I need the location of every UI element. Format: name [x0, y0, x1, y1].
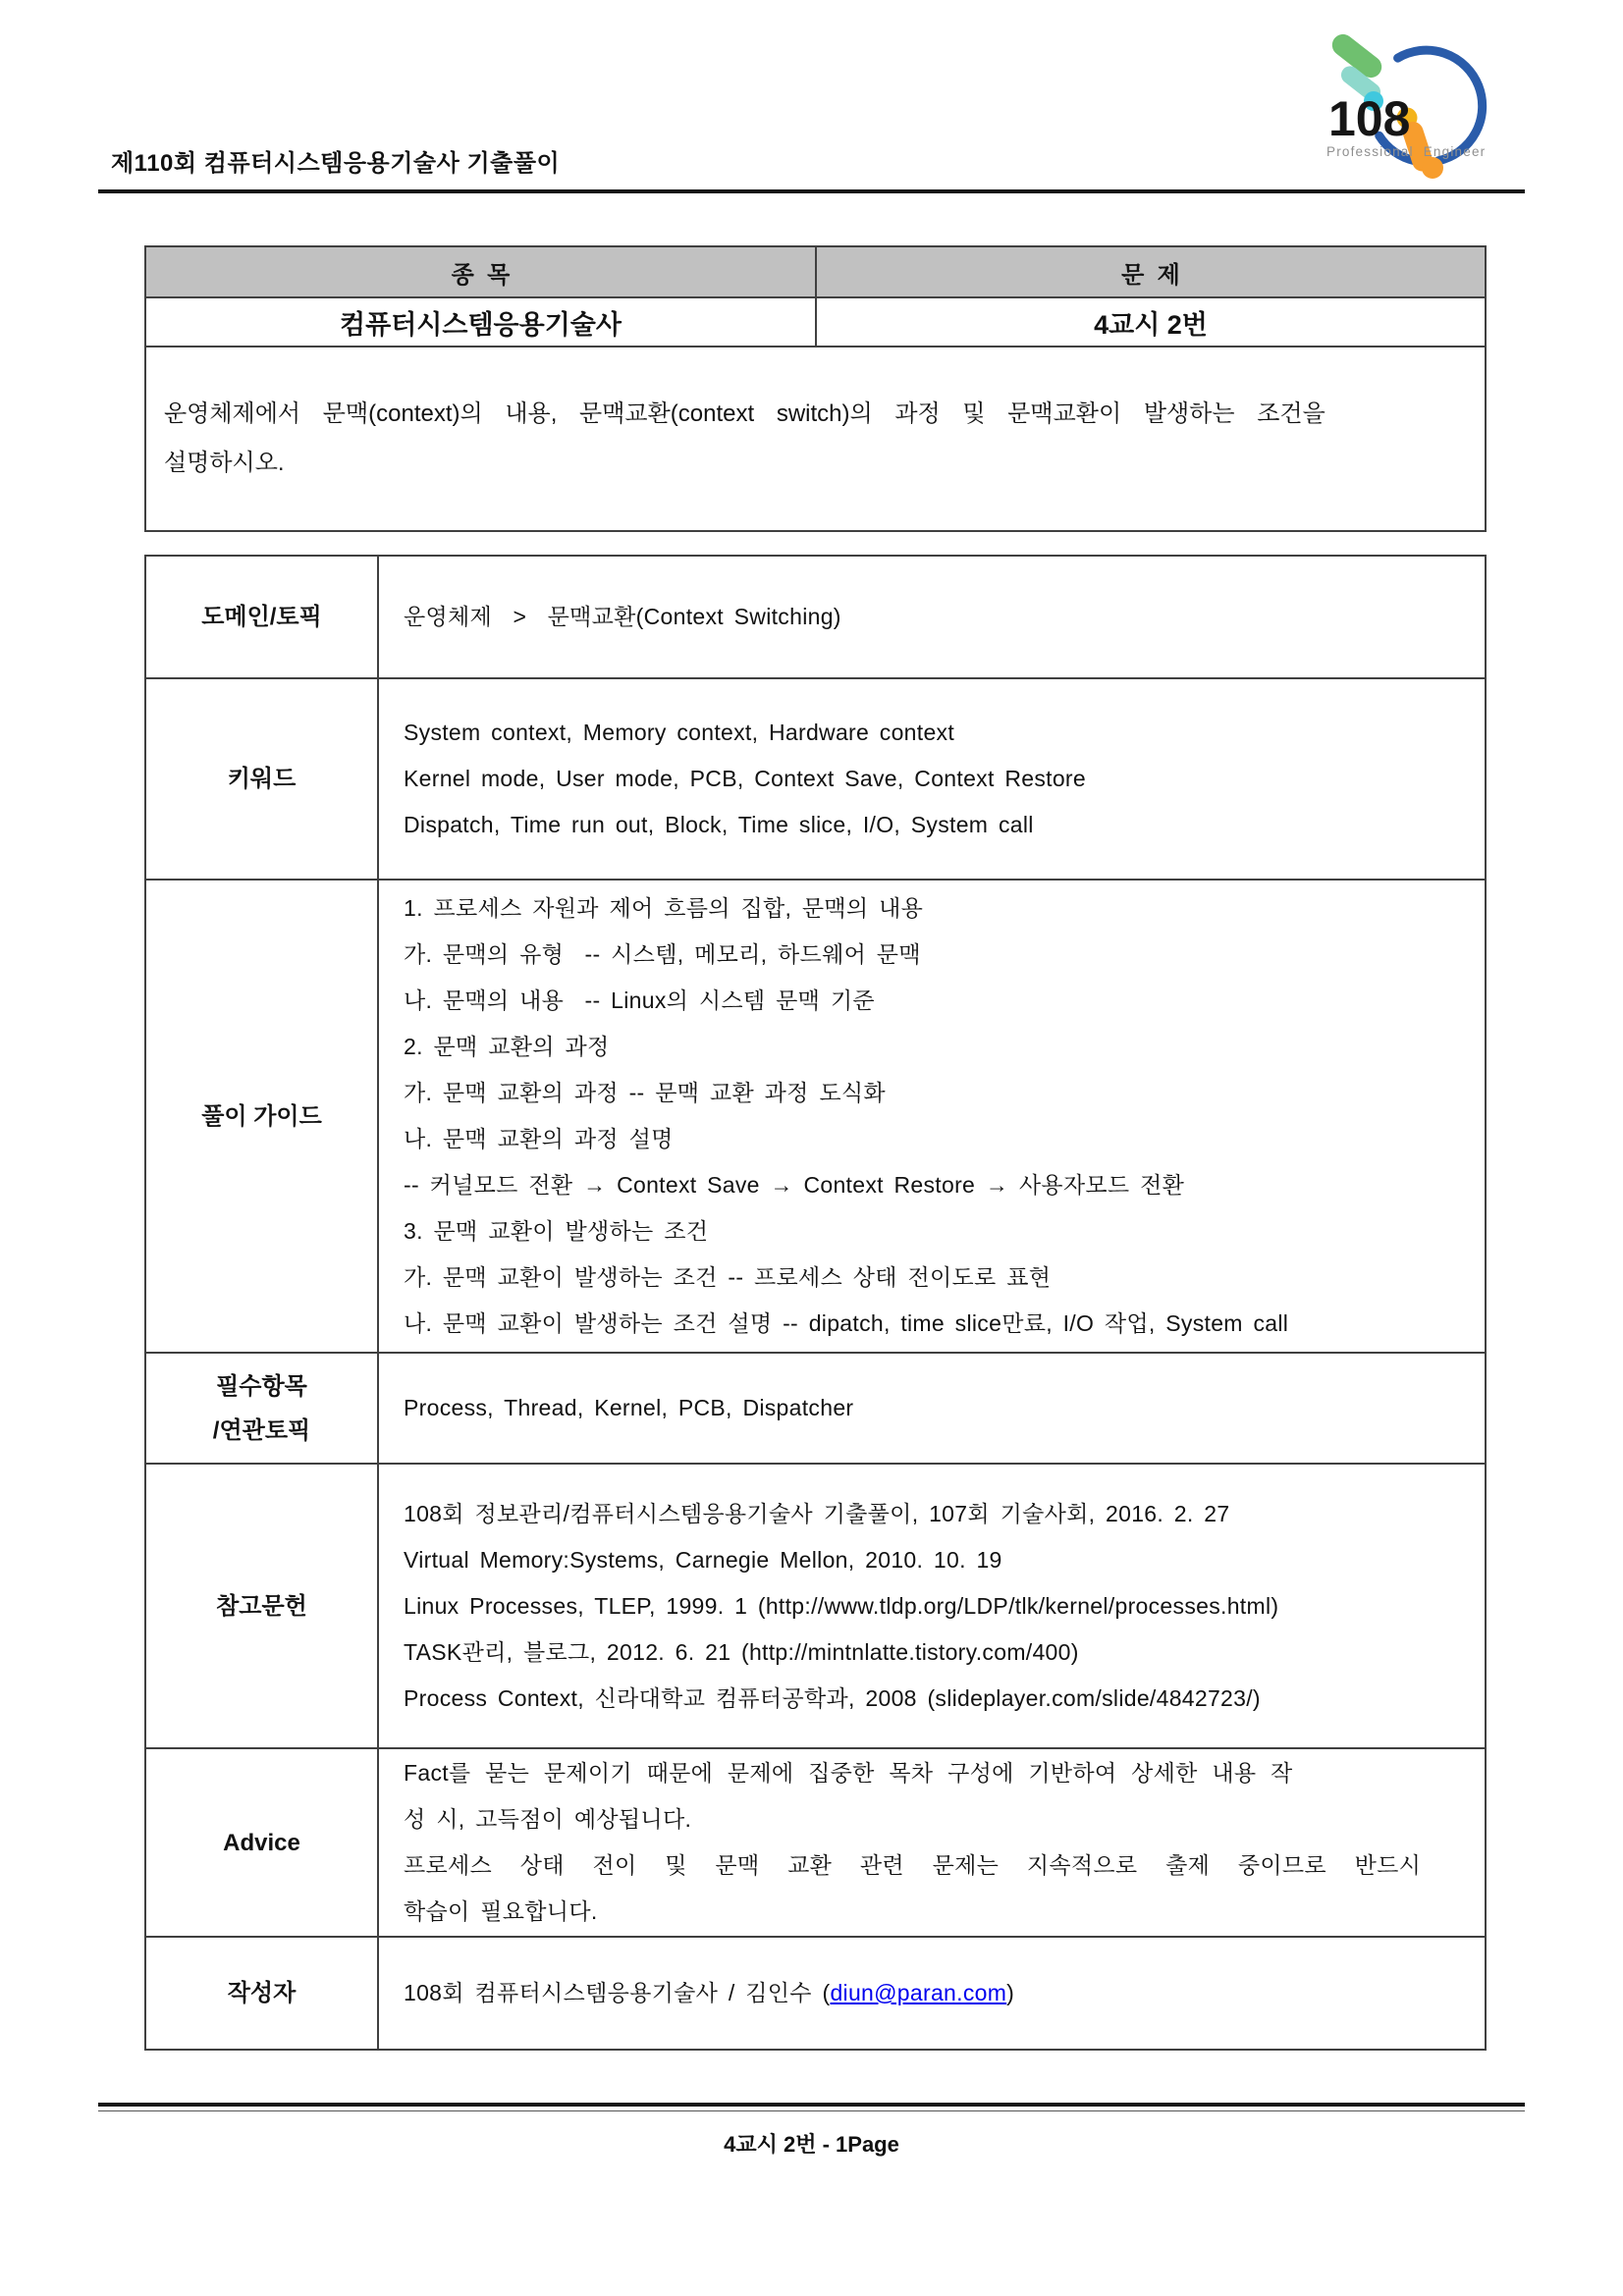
domain-topic-content — [379, 557, 1485, 677]
logo-subtitle — [1326, 144, 1486, 159]
text-line: Fact를 묻는 문제이기 때문에 문제에 집중한 목차 구성에 기반하여 상세한 내용 작 — [404, 1760, 1293, 1786]
question-text-line: 설명하시오. — [164, 450, 285, 476]
text-line: 나. 문맥 교환의 과정 설명 — [404, 1126, 674, 1151]
logo-subtitle-word1: Professional — [1326, 144, 1414, 159]
row-label-solution-guide: 풀이 가이드 — [146, 881, 379, 1352]
text-line: 학습이 필요합니다. — [404, 1898, 598, 1924]
text-line: Kernel mode, User mode, PCB, Context Save, Context Restore — [404, 766, 1086, 791]
footer-rule-thin — [98, 2110, 1525, 2111]
question-row — [146, 347, 1485, 530]
text-line: Linux Processes, TLEP, 1999. 1 (http://www.tldp.org/LDP/tlk/kernel/processes.html) — [404, 1592, 1279, 1619]
detail-row-keywords — [146, 679, 1485, 881]
row-label-advice: Advice — [146, 1749, 379, 1936]
subject-problem-table — [144, 245, 1487, 532]
logo-graphic — [1309, 8, 1574, 185]
text-line: Virtual Memory:Systems, Carnegie Mellon, 2010. 10. 19 — [404, 1546, 1002, 1573]
detail-table — [144, 555, 1487, 2051]
header-rule — [98, 189, 1525, 193]
logo-orange-dot — [1422, 157, 1443, 179]
text-line: 가. 문맥 교환이 발생하는 조건 -- 프로세스 상태 전이도로 표현 — [404, 1264, 1052, 1290]
author-text: 108회 컴퓨터시스템응용기술사 / 김인수 ( — [404, 1980, 831, 2005]
label-line: /연관토픽 — [212, 1416, 311, 1444]
row-label-author: 작성자 — [146, 1938, 379, 2049]
text-line: 성 시, 고득점이 예상됩니다. — [404, 1806, 692, 1832]
question-text-line: 운영체제에서 문맥(context)의 내용, 문맥교환(context switch)의 과정 및 문맥교환이 발생하는 조건을 — [164, 400, 1325, 427]
required-items-content — [379, 1354, 1485, 1463]
text-line — [404, 1970, 1475, 2016]
row-label-required-items — [146, 1354, 379, 1463]
logo-subtitle-word2: Engineer — [1423, 144, 1487, 159]
problem-value-cell: 4교시 2번 — [1094, 309, 1208, 340]
question-cell — [146, 347, 1485, 530]
detail-row-required-items — [146, 1354, 1485, 1465]
text-line: 프로세스 상태 전이 및 문맥 교환 관련 문제는 지속적으로 출제 중이므로 반드시 — [404, 1852, 1422, 1878]
detail-row-solution-guide — [146, 881, 1485, 1354]
author-text: ) — [1006, 1980, 1015, 2005]
text-line: 가. 문맥 교환의 과정 -- 문맥 교환 과정 도식화 — [404, 1080, 886, 1105]
text-line: System context, Memory context, Hardware context — [404, 720, 955, 745]
subject-problem-header-row — [146, 247, 1485, 298]
subject-problem-value-row — [146, 298, 1485, 347]
subject-value-cell: 컴퓨터시스템응용기술사 — [146, 298, 817, 346]
author-content — [379, 1938, 1485, 2049]
row-label-keywords: 키워드 — [146, 679, 379, 879]
detail-row-advice — [146, 1749, 1485, 1938]
detail-row-references — [146, 1465, 1485, 1749]
author-email-link[interactable]: diun@paran.com — [830, 1980, 1007, 2005]
text-line: 나. 문맥의 내용 -- Linux의 시스템 문맥 기준 — [404, 988, 875, 1013]
text-line: 1. 프로세스 자원과 제어 흐름의 집합, 문맥의 내용 — [404, 895, 924, 921]
text-line: Dispatch, Time run out, Block, Time slice, I/O, System call — [404, 812, 1034, 837]
detail-row-domain-topic — [146, 557, 1485, 679]
text-line: 2. 문맥 교환의 과정 — [404, 1034, 610, 1059]
footer-rule — [98, 2103, 1525, 2107]
references-content — [379, 1465, 1485, 1747]
page-title: 제110회 컴퓨터시스템응용기술사 기출풀이 — [111, 150, 561, 177]
text-line: 3. 문맥 교환이 발생하는 조건 — [404, 1218, 709, 1244]
text-line: 가. 문맥의 유형 -- 시스템, 메모리, 하드웨어 문맥 — [404, 941, 921, 967]
text-line: 운영체제 > 문맥교환(Context Switching) — [404, 604, 841, 629]
pe-108-logo — [1309, 8, 1574, 185]
label-line: 필수항목 — [216, 1372, 307, 1400]
text-line: Process, Thread, Kernel, PCB, Dispatcher — [404, 1395, 854, 1420]
detail-row-author — [146, 1938, 1485, 2049]
text-line: 108회 정보관리/컴퓨터시스템응용기술사 기출풀이, 107회 기술사회, 2016. 2. 27 — [404, 1500, 1230, 1526]
footer-page-label: 4교시 2번 - 1Page — [724, 2132, 899, 2157]
text-line: TASK관리, 블로그, 2012. 6. 21 (http://mintnlatte.tistory.com/400) — [404, 1638, 1079, 1665]
row-label-domain-topic: 도메인/토픽 — [146, 557, 379, 677]
solution-guide-content — [379, 881, 1485, 1352]
text-line: 나. 문맥 교환이 발생하는 조건 설명 -- dipatch, time slice만료, I/O 작업, System call — [404, 1310, 1289, 1336]
keywords-content — [379, 679, 1485, 879]
text-line: -- 커널모드 전환 → Context Save → Context Restore → 사용자모드 전환 — [404, 1172, 1185, 1198]
logo-number: 108 — [1328, 91, 1411, 146]
row-label-references: 참고문헌 — [146, 1465, 379, 1747]
advice-content — [379, 1749, 1485, 1936]
subject-header-cell: 종 목 — [146, 247, 817, 296]
text-line: Process Context, 신라대학교 컴퓨터공학과, 2008 (slideplayer.com/slide/4842723/) — [404, 1684, 1261, 1711]
problem-header-cell: 문 제 — [817, 247, 1485, 296]
